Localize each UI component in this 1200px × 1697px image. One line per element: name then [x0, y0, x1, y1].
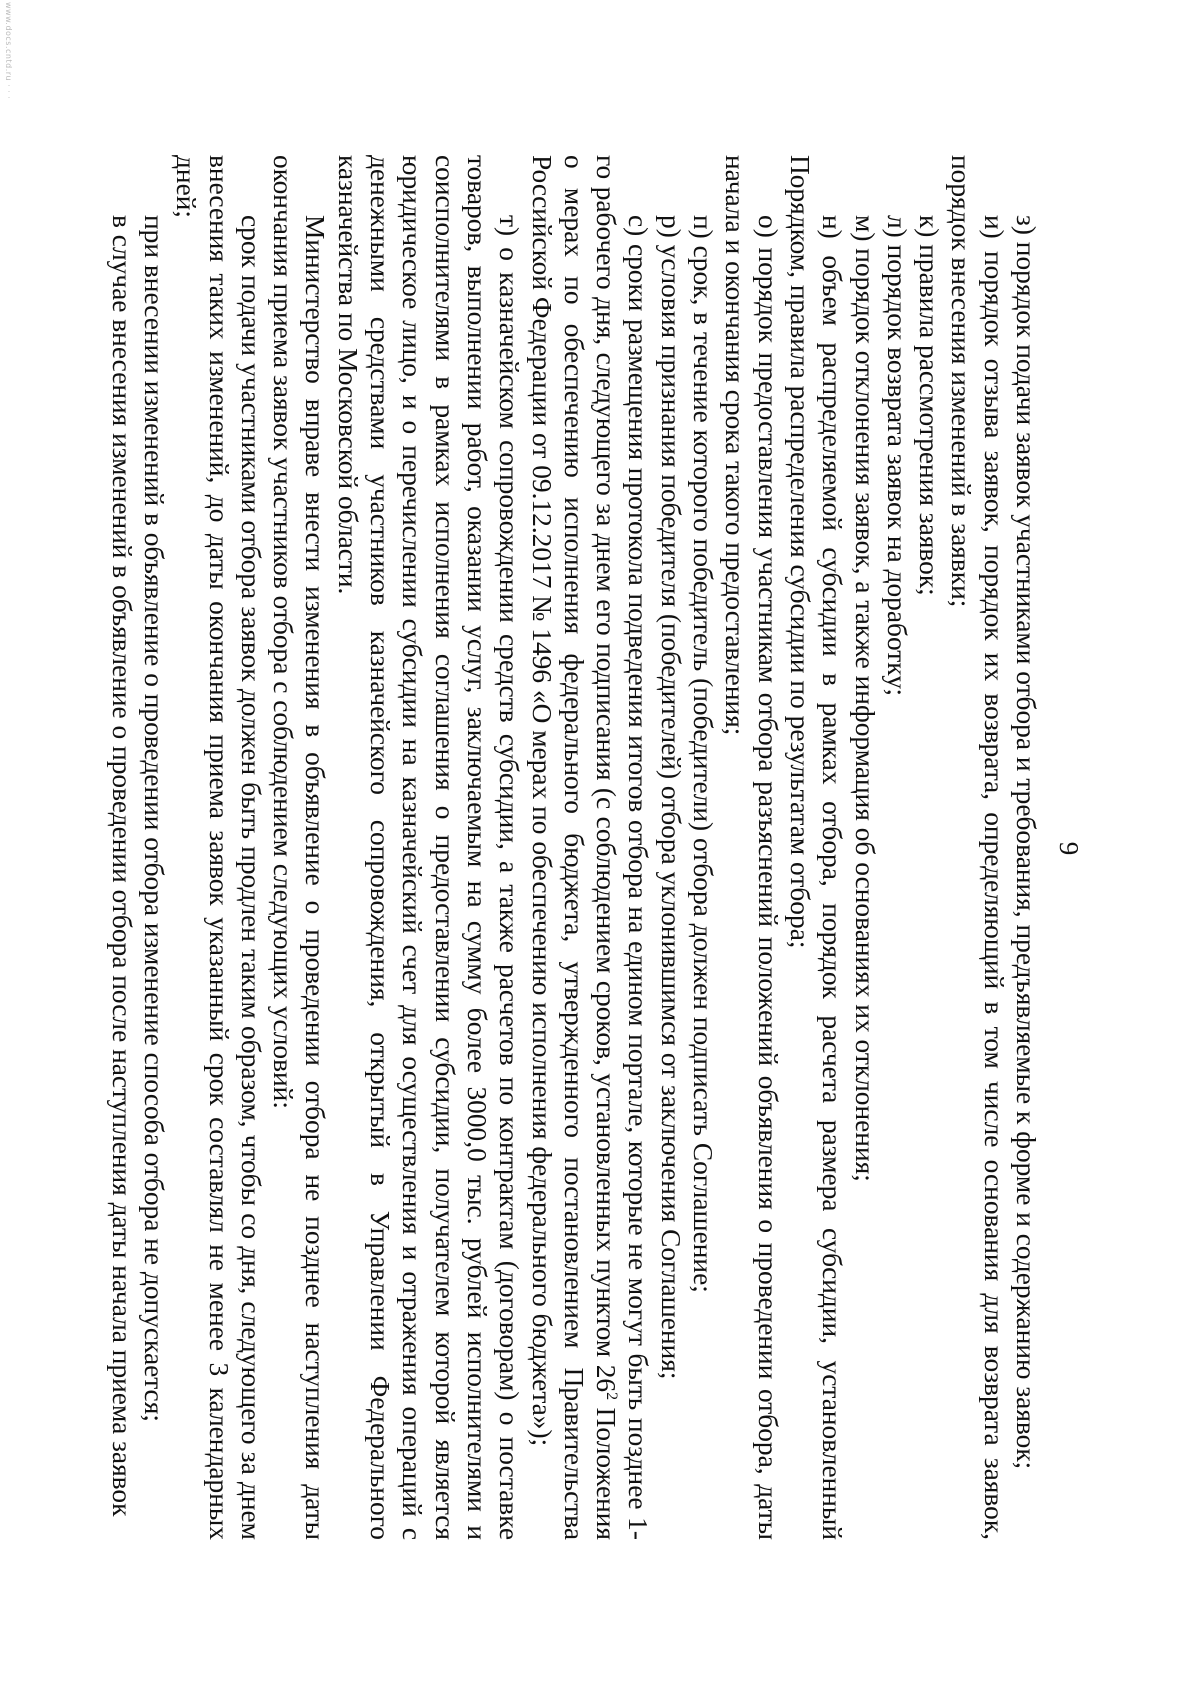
paragraph-s — [525, 155, 654, 1540]
paragraph-l: л) порядок возврата заявок на доработку; — [881, 215, 912, 697]
paragraph-method-change: при внесении изменений в объявление о проведении отбора изменение способа отбора не допускается; — [138, 215, 169, 1422]
paragraph-i: и) порядок отзыва заявок, порядок их возврата, определяющий в том числе основания для возврата заявок, порядок внесения изменений в заявки; — [946, 155, 1009, 1540]
paragraph-k: к) правила рассмотрения заявок; — [914, 215, 945, 596]
paragraph-m: м) порядок отклонения заявок, а также информация об основаниях их отклонения; — [849, 215, 880, 1182]
scan-footer-stamp: www.docs.cntd.ru · · · — [4, 2, 13, 100]
paragraph-z: з) порядок подачи заявок участниками отбора и требования, предъявляемые к форме и содержанию заявок; — [1011, 215, 1041, 1470]
paragraph-after-start: в случае внесения изменений в объявление о проведении отбора после наступления даты начала приема заявок — [106, 215, 137, 1517]
paragraph-deadline-extension: срок подачи участниками отбора заявок должен быть продлен таким образом, чтобы со дня, следующего за днем внесения таких изменений, до даты окончания приема заявок указанный срок составлял не менее 3 календарных дней; — [171, 155, 266, 1540]
paragraph-s-superscript: 2 — [603, 1392, 621, 1401]
paragraph-o: о) порядок предоставления участникам отбора разъяснений положений объявления о проведении отбора, даты начала и окончания срока такого предоставления; — [720, 155, 783, 1540]
paragraph-s-head: с) сроки размещения протокола подведения итогов отбора на едином портале, которые не могут быть позднее 1-го рабочего дня, следующего за днем его подписания (с соблюдением сроков, установленных пунктом 26 — [591, 155, 654, 1540]
paragraph-ministry-changes: Министерство вправе внести изменения в объявление о проведении отбора не позднее наступления даты окончания приема заявок участников отбора с соблюдением следующих условий: — [268, 155, 331, 1540]
paragraph-t: т) о казначейском сопровождении средств субсидии, а также расчетов по контрактам (договорам) о поставке товаров, выполнении работ, оказании услуг, заключаемым на сумму более 3000,0 тыс. рублей исполнителями и соисполнителями в рамках исполнения соглашения о предоставлении субсидии, получателем которой является юридическое лицо, и о перечислении субсидии на казначейский счет для осуществления и отражения операций с денежными средствами участников казначейского сопровождения, открытый в Управлении Федерального казначейства по Московской области. — [332, 155, 525, 1540]
paragraph-n: н) объем распределяемой субсидии в рамках отбора, порядок расчета размера субсидии, установленный Порядком, правила распределения субсидии по результатам отбора; — [784, 155, 848, 1540]
paragraph-p: п) срок, в течение которого победитель (победители) отбора должен подписать Соглашение; — [688, 215, 719, 1293]
paragraph-r: р) условия признания победителя (победителей) отбора уклонившимся от заключения Соглашения; — [655, 215, 686, 1380]
page-number: 9 — [1054, 841, 1084, 856]
paragraph-s-tail: Положения о мерах по обеспечению исполнения федерального бюджета, утвержденного постановлением Правительства Российской Федерации от 09.12.2017 № 1496 «О мерах по обеспечению исполнения федерального бюджета»); — [526, 155, 622, 1541]
document-body — [105, 155, 1042, 1540]
